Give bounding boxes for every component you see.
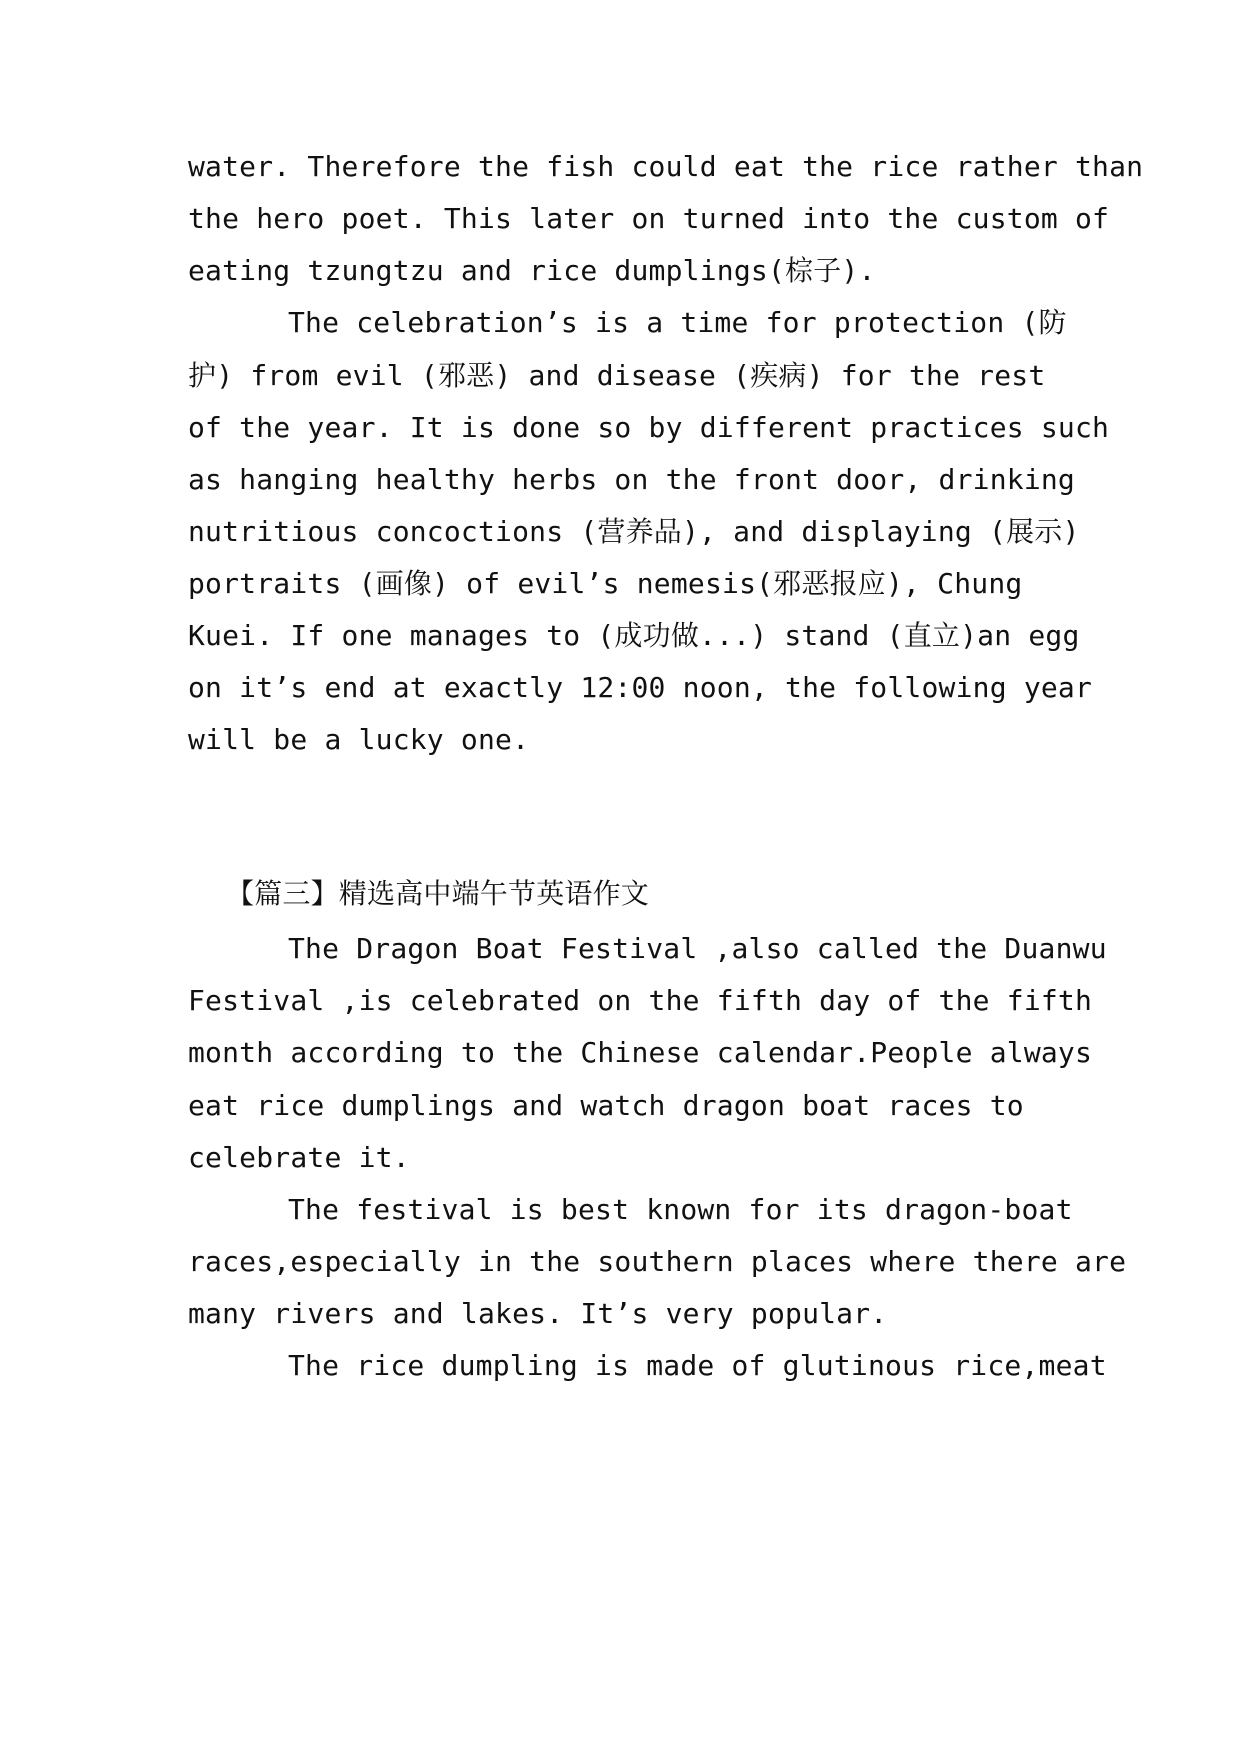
paragraph-start: The Dragon Boat Festival ,also called the Duanwu bbox=[288, 932, 1107, 965]
text-line: as hanging healthy herbs on the front door, drinking bbox=[188, 463, 1075, 496]
text-line: month according to the Chinese calendar.People always bbox=[188, 1036, 1093, 1069]
text-line: 护) from evil (邪恶) and disease (疾病) for the rest bbox=[188, 359, 1046, 392]
text-line: water. Therefore the fish could eat the rice rather than bbox=[188, 150, 1144, 183]
paragraph-start: The celebration’s is a time for protection (防 bbox=[288, 306, 1067, 339]
text-line: Kuei. If one manages to (成功做...) stand (直立)an egg bbox=[188, 619, 1080, 652]
text-line: will be a lucky one. bbox=[188, 723, 530, 756]
text-line: many rivers and lakes. It’s very popular. bbox=[188, 1297, 888, 1330]
text-line: Festival ,is celebrated on the fifth day of the fifth bbox=[188, 984, 1093, 1017]
text-line: races,especially in the southern places where there are bbox=[188, 1245, 1127, 1278]
text-line: on it’s end at exactly 12:00 noon, the following year bbox=[188, 671, 1093, 704]
paragraph-start: The festival is best known for its dragon-boat bbox=[288, 1193, 1073, 1226]
text-line: nutritious concoctions (营养品), and displaying (展示) bbox=[188, 515, 1080, 548]
section-heading: 【篇三】精选高中端午节英语作文 bbox=[226, 877, 650, 910]
text-line: eating tzungtzu and rice dumplings(棕子). bbox=[188, 254, 876, 287]
text-line: eat rice dumplings and watch dragon boat races to bbox=[188, 1089, 1024, 1122]
text-line: celebrate it. bbox=[188, 1141, 410, 1174]
paragraph-start: The rice dumpling is made of glutinous rice,meat bbox=[288, 1349, 1107, 1382]
text-line: the hero poet. This later on turned into the custom of bbox=[188, 202, 1110, 235]
text-line: portraits (画像) of evil’s nemesis(邪恶报应), Chung bbox=[188, 567, 1023, 600]
text-line: of the year. It is done so by different practices such bbox=[188, 411, 1110, 444]
